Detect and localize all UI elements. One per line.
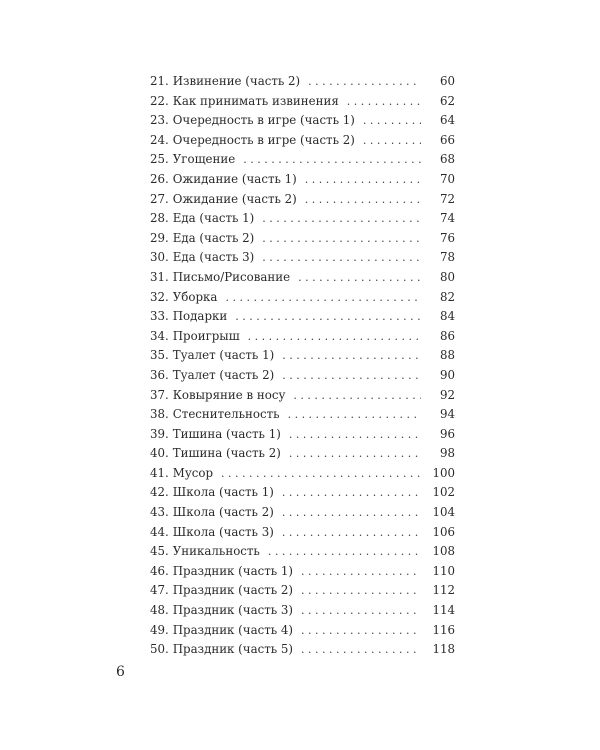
toc-entry-title: Еда (часть 2) xyxy=(172,230,255,245)
toc-entry xyxy=(150,425,455,445)
dot-leader xyxy=(225,288,421,308)
dot-leader xyxy=(293,386,421,406)
toc-entry-title: Стеснительность xyxy=(172,407,280,422)
toc-entry-number: 33. xyxy=(150,309,169,324)
dot-leader xyxy=(282,523,421,543)
toc-entry-title: Угощение xyxy=(172,152,236,167)
toc-entry-number: 35. xyxy=(150,348,169,363)
dot-leader xyxy=(282,503,421,523)
toc-entry xyxy=(150,483,455,503)
toc-entry-title: Школа (часть 1) xyxy=(172,485,274,500)
toc-entry xyxy=(150,503,455,523)
toc-entry-number: 43. xyxy=(150,505,169,520)
toc-entry-page: 60 xyxy=(439,74,455,88)
dot-leader xyxy=(288,405,421,425)
toc-entry-number: 38. xyxy=(150,407,169,422)
toc-entry-page: 106 xyxy=(432,524,455,539)
toc-entry-title: Еда (часть 3) xyxy=(172,250,255,265)
toc-entry xyxy=(150,366,455,386)
toc-entry-title: Еда (часть 1) xyxy=(172,211,255,226)
dot-leader xyxy=(262,229,421,249)
toc-entry-number: 49. xyxy=(150,622,169,637)
toc-entry-page: 82 xyxy=(439,289,455,304)
dot-leader xyxy=(301,562,421,582)
toc-entry-title: Школа (часть 2) xyxy=(172,505,274,520)
toc-entry-title: Туалет (часть 2) xyxy=(172,367,275,382)
toc-entry xyxy=(150,248,455,268)
toc-entry-page: 110 xyxy=(432,563,455,578)
toc-entry-page: 74 xyxy=(439,211,455,226)
toc-entry-title: Ковыряние в носу xyxy=(172,387,286,402)
toc-entry-title: Праздник (часть 1) xyxy=(172,563,294,578)
toc-entry xyxy=(150,307,455,327)
dot-leader xyxy=(235,307,421,327)
dot-leader xyxy=(289,425,421,445)
toc-entry-page: 78 xyxy=(439,250,455,265)
toc-entry-number: 40. xyxy=(150,446,169,461)
toc-entry-title: Туалет (часть 1) xyxy=(172,348,275,363)
toc-entry-number: 23. xyxy=(150,113,169,128)
toc-entry xyxy=(150,150,455,170)
dot-leader xyxy=(301,621,421,641)
toc-entry-page: 98 xyxy=(439,446,455,461)
toc-entry-title: Праздник (часть 5) xyxy=(172,642,294,657)
toc-entry-page: 112 xyxy=(432,583,455,598)
toc-entry-number: 28. xyxy=(150,211,169,226)
toc-entry-title: Мусор xyxy=(172,465,214,480)
toc-entry-page: 66 xyxy=(439,132,455,147)
toc-entry xyxy=(150,464,455,484)
toc-entry-page: 118 xyxy=(432,642,455,657)
toc-entry-title: Очередность в игре (часть 1) xyxy=(172,113,355,128)
toc-entry-number: 47. xyxy=(150,583,169,598)
toc-entry-page: 100 xyxy=(432,465,455,480)
toc-entry xyxy=(150,444,455,464)
toc-entry xyxy=(150,131,455,151)
toc-entry-page: 88 xyxy=(439,348,455,363)
toc-entry-number: 32. xyxy=(150,289,169,304)
toc-entry-number: 29. xyxy=(150,230,169,245)
dot-leader xyxy=(262,209,421,229)
toc-entry-number: 27. xyxy=(150,191,169,206)
toc-entry xyxy=(150,72,455,92)
toc-entry xyxy=(150,581,455,601)
toc-entry-number: 41. xyxy=(150,465,169,480)
toc-entry-title: Уникальность xyxy=(172,544,260,559)
toc-entry-number: 34. xyxy=(150,328,169,343)
toc-entry-number: 50. xyxy=(150,642,169,657)
page-number: 6 xyxy=(116,664,125,680)
dot-leader xyxy=(289,444,421,464)
toc-entry-title: Праздник (часть 3) xyxy=(172,603,294,618)
dot-leader xyxy=(347,92,421,112)
dot-leader xyxy=(282,346,421,366)
dot-leader xyxy=(301,581,421,601)
toc-entry-number: 31. xyxy=(150,269,169,284)
toc-entry-title: Тишина (часть 2) xyxy=(172,446,281,461)
toc-entry-page: 64 xyxy=(439,113,455,128)
toc-entry xyxy=(150,562,455,582)
toc-entry-page: 76 xyxy=(439,230,455,245)
toc-entry-page: 68 xyxy=(439,152,455,167)
toc-entry-page: 70 xyxy=(439,171,455,186)
table-of-contents xyxy=(150,72,455,660)
toc-entry xyxy=(150,386,455,406)
toc-entry-number: 26. xyxy=(150,171,169,186)
toc-entry-title: Проигрыш xyxy=(172,328,240,343)
dot-leader xyxy=(282,483,421,503)
toc-entry xyxy=(150,346,455,366)
dot-leader xyxy=(262,248,421,268)
toc-entry-number: 21. xyxy=(150,74,169,88)
toc-entry xyxy=(150,229,455,249)
toc-entry xyxy=(150,621,455,641)
toc-entry xyxy=(150,170,455,190)
toc-entry-number: 37. xyxy=(150,387,169,402)
toc-entry-number: 39. xyxy=(150,426,169,441)
dot-leader xyxy=(301,640,421,660)
toc-entry-number: 46. xyxy=(150,563,169,578)
dot-leader xyxy=(305,190,421,210)
toc-entry-page: 108 xyxy=(432,544,455,559)
toc-entry-page: 116 xyxy=(432,622,455,637)
toc-entry xyxy=(150,327,455,347)
toc-entry-title: Извинение (часть 2) xyxy=(172,74,301,88)
dot-leader xyxy=(298,268,421,288)
dot-leader xyxy=(308,72,421,92)
toc-entry xyxy=(150,405,455,425)
toc-entry-page: 96 xyxy=(439,426,455,441)
toc-entry xyxy=(150,542,455,562)
dot-leader xyxy=(221,464,421,484)
toc-entry-number: 30. xyxy=(150,250,169,265)
dot-leader xyxy=(363,131,421,151)
toc-entry-page: 84 xyxy=(439,309,455,324)
toc-entry-title: Уборка xyxy=(172,289,218,304)
toc-entry xyxy=(150,92,455,112)
toc-entry-page: 86 xyxy=(439,328,455,343)
toc-entry-number: 36. xyxy=(150,367,169,382)
toc-entry-page: 72 xyxy=(439,191,455,206)
toc-entry-page: 102 xyxy=(432,485,455,500)
dot-leader xyxy=(268,542,421,562)
dot-leader xyxy=(301,601,421,621)
toc-entry-page: 92 xyxy=(439,387,455,402)
toc-entry-title: Ожидание (часть 2) xyxy=(172,191,297,206)
toc-entry-number: 48. xyxy=(150,603,169,618)
toc-entry xyxy=(150,111,455,131)
toc-entry-page: 114 xyxy=(432,603,455,618)
toc-entry xyxy=(150,209,455,229)
dot-leader xyxy=(243,150,421,170)
toc-entry xyxy=(150,523,455,543)
toc-entry xyxy=(150,640,455,660)
toc-entry-page: 90 xyxy=(439,367,455,382)
toc-entry-title: Праздник (часть 2) xyxy=(172,583,294,598)
toc-entry-number: 42. xyxy=(150,485,169,500)
toc-entry-page: 80 xyxy=(439,269,455,284)
toc-entry-number: 24. xyxy=(150,132,169,147)
toc-entry-title: Очередность в игре (часть 2) xyxy=(172,132,355,147)
toc-entry xyxy=(150,268,455,288)
dot-leader xyxy=(248,327,421,347)
toc-entry-number: 22. xyxy=(150,93,169,108)
toc-entry-title: Школа (часть 3) xyxy=(172,524,274,539)
toc-entry-page: 104 xyxy=(432,505,455,520)
toc-entry-title: Праздник (часть 4) xyxy=(172,622,294,637)
dot-leader xyxy=(363,111,421,131)
toc-entry xyxy=(150,601,455,621)
toc-entry-number: 45. xyxy=(150,544,169,559)
dot-leader xyxy=(282,366,421,386)
dot-leader xyxy=(305,170,421,190)
toc-entry xyxy=(150,288,455,308)
toc-entry-title: Как принимать извинения xyxy=(172,93,339,108)
toc-entry xyxy=(150,190,455,210)
toc-entry-title: Тишина (часть 1) xyxy=(172,426,281,441)
toc-entry-title: Ожидание (часть 1) xyxy=(172,171,297,186)
toc-entry-number: 25. xyxy=(150,152,169,167)
toc-entry-number: 44. xyxy=(150,524,169,539)
toc-entry-title: Подарки xyxy=(172,309,228,324)
toc-entry-title: Письмо/Рисование xyxy=(172,269,291,284)
toc-entry-page: 62 xyxy=(439,93,455,108)
toc-entry-page: 94 xyxy=(439,407,455,422)
